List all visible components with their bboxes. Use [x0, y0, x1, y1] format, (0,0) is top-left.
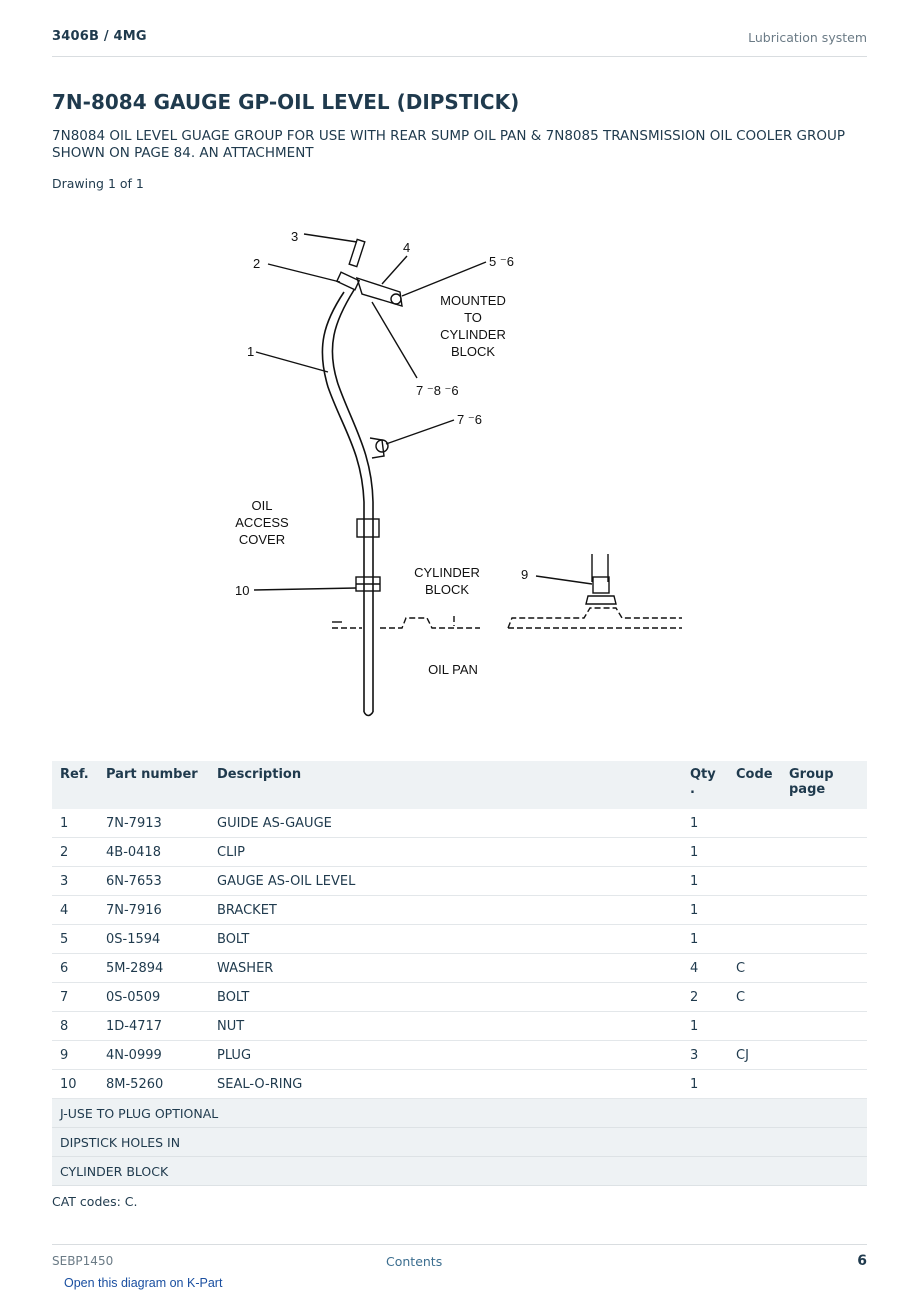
access-cover-sleeve — [357, 519, 379, 537]
callout-7-8-6: 7 ⁻8 ⁻6 — [416, 383, 459, 398]
cell-description: GUIDE AS-GAUGE — [209, 809, 682, 838]
document-id: SEBP1450 — [52, 1254, 114, 1268]
table-note: J-USE TO PLUG OPTIONAL — [52, 1099, 867, 1128]
col-part-number: Part number — [98, 761, 209, 809]
cell-group-page — [781, 809, 867, 838]
table-header-row — [52, 761, 867, 809]
cell-code — [728, 867, 781, 896]
cell-description: GAUGE AS-OIL LEVEL — [209, 867, 682, 896]
open-kpart-link[interactable]: Open this diagram on K-Part — [64, 1276, 223, 1290]
col-description: Description — [209, 761, 682, 809]
table-row — [52, 983, 867, 1012]
label-oil-access-3: COVER — [238, 532, 286, 547]
cell-part-number: 0S-0509 — [98, 983, 209, 1012]
cell-qty: 1 — [682, 809, 728, 838]
label-oil-pan: OIL PAN — [428, 662, 478, 677]
table-row — [52, 838, 867, 867]
cell-code — [728, 896, 781, 925]
guide-tube-inner — [332, 290, 373, 712]
cell-part-number: 7N-7916 — [98, 896, 209, 925]
drawing-count: Drawing 1 of 1 — [52, 176, 144, 191]
cell-ref: 2 — [52, 838, 98, 867]
cell-description: BOLT — [209, 983, 682, 1012]
cell-description: CLIP — [209, 838, 682, 867]
cell-description: BOLT — [209, 925, 682, 954]
page-footer — [52, 1244, 867, 1275]
clip — [337, 272, 359, 290]
callout-3: 3 — [291, 229, 299, 244]
table-row — [52, 954, 867, 983]
cell-description: BRACKET — [209, 896, 682, 925]
callout-9: 9 — [521, 567, 529, 582]
cell-description: PLUG — [209, 1041, 682, 1070]
table-note: DIPSTICK HOLES IN — [52, 1128, 867, 1157]
cell-part-number: 8M-5260 — [98, 1070, 209, 1099]
label-oil-access-1: OIL — [251, 498, 273, 513]
cell-ref: 3 — [52, 867, 98, 896]
col-ref: Ref. — [52, 761, 98, 809]
col-group-page: Group page — [781, 761, 867, 809]
callout-10: 10 — [235, 583, 250, 598]
cell-group-page — [781, 838, 867, 867]
bracket-bolt — [391, 294, 401, 304]
cell-code: C — [728, 954, 781, 983]
cell-ref: 4 — [52, 896, 98, 925]
cat-codes: CAT codes: C. — [52, 1194, 138, 1209]
bracket — [357, 278, 402, 306]
plug-pan-line — [508, 608, 682, 628]
page-number: 6 — [857, 1253, 867, 1269]
cell-qty: 3 — [682, 1041, 728, 1070]
table-row — [52, 896, 867, 925]
cell-ref: 6 — [52, 954, 98, 983]
cell-code: C — [728, 983, 781, 1012]
oil-pan-line — [332, 616, 480, 628]
label-mounted-4: BLOCK — [450, 344, 496, 359]
cell-group-page — [781, 954, 867, 983]
cell-part-number: 1D-4717 — [98, 1012, 209, 1041]
cell-part-number: 4N-0999 — [98, 1041, 209, 1070]
callout-7-6: 7 ⁻6 — [457, 412, 482, 427]
label-mounted-2: TO — [464, 310, 482, 325]
cell-ref: 10 — [52, 1070, 98, 1099]
label-cyl-block-1: CYLINDER — [414, 565, 480, 580]
contents-link[interactable]: Contents — [386, 1254, 443, 1269]
cell-group-page — [781, 925, 867, 954]
guide-tube — [322, 292, 364, 712]
cell-ref: 5 — [52, 925, 98, 954]
page-header — [52, 28, 867, 57]
cell-qty: 1 — [682, 838, 728, 867]
cell-qty: 4 — [682, 954, 728, 983]
table-row — [52, 1012, 867, 1041]
cell-qty: 1 — [682, 867, 728, 896]
cell-description: WASHER — [209, 954, 682, 983]
cell-group-page — [781, 983, 867, 1012]
cell-group-page — [781, 1041, 867, 1070]
cell-part-number: 7N-7913 — [98, 809, 209, 838]
cell-code — [728, 1070, 781, 1099]
cell-qty: 2 — [682, 983, 728, 1012]
cell-ref: 8 — [52, 1012, 98, 1041]
cell-code — [728, 809, 781, 838]
callout-2: 2 — [253, 256, 261, 271]
cell-code — [728, 838, 781, 867]
cell-code — [728, 1012, 781, 1041]
table-note-row — [52, 1099, 867, 1128]
group-description: 7N8084 OIL LEVEL GUAGE GROUP FOR USE WITH REAR SUMP OIL PAN & 7N8085 TRANSMISSION OIL COOLER GROUP SHOWN ON PAGE 84. AN ATTACHMENT — [52, 128, 846, 161]
gauge-handle — [349, 239, 365, 266]
cell-group-page — [781, 896, 867, 925]
cell-part-number: 4B-0418 — [98, 838, 209, 867]
cell-part-number: 5M-2894 — [98, 954, 209, 983]
cell-group-page — [781, 1012, 867, 1041]
cell-group-page — [781, 1070, 867, 1099]
table-row — [52, 925, 867, 954]
label-cyl-block-2: BLOCK — [424, 582, 470, 597]
cell-code: CJ — [728, 1041, 781, 1070]
cell-group-page — [781, 867, 867, 896]
cell-code — [728, 925, 781, 954]
table-row — [52, 1041, 867, 1070]
section-label: Lubrication system — [748, 30, 867, 45]
col-qty: Qty . — [682, 761, 728, 809]
parts-table — [52, 761, 867, 1186]
col-code: Code — [728, 761, 781, 809]
cell-part-number: 0S-1594 — [98, 925, 209, 954]
cell-part-number: 6N-7653 — [98, 867, 209, 896]
model-label: 3406B / 4MG — [52, 29, 147, 44]
cell-description: SEAL-O-RING — [209, 1070, 682, 1099]
label-mounted-1: MOUNTED — [440, 293, 506, 308]
table-note-row — [52, 1157, 867, 1186]
cell-qty: 1 — [682, 1070, 728, 1099]
table-note-row — [52, 1128, 867, 1157]
callout-5-6: 5 ⁻6 — [489, 254, 514, 269]
cell-qty: 1 — [682, 896, 728, 925]
cell-description: NUT — [209, 1012, 682, 1041]
parts-diagram — [212, 212, 712, 722]
plug — [593, 577, 609, 593]
callout-4: 4 — [403, 240, 411, 255]
table-row — [52, 1070, 867, 1099]
cell-ref: 1 — [52, 809, 98, 838]
table-note: CYLINDER BLOCK — [52, 1157, 867, 1186]
cell-qty: 1 — [682, 925, 728, 954]
page-title: 7N-8084 GAUGE GP-OIL LEVEL (DIPSTICK) — [52, 90, 520, 114]
label-oil-access-2: ACCESS — [235, 515, 289, 530]
cell-ref: 9 — [52, 1041, 98, 1070]
label-mounted-3: CYLINDER — [440, 327, 506, 342]
cell-qty: 1 — [682, 1012, 728, 1041]
table-row — [52, 867, 867, 896]
cell-ref: 7 — [52, 983, 98, 1012]
table-row — [52, 809, 867, 838]
callout-1: 1 — [247, 344, 255, 359]
